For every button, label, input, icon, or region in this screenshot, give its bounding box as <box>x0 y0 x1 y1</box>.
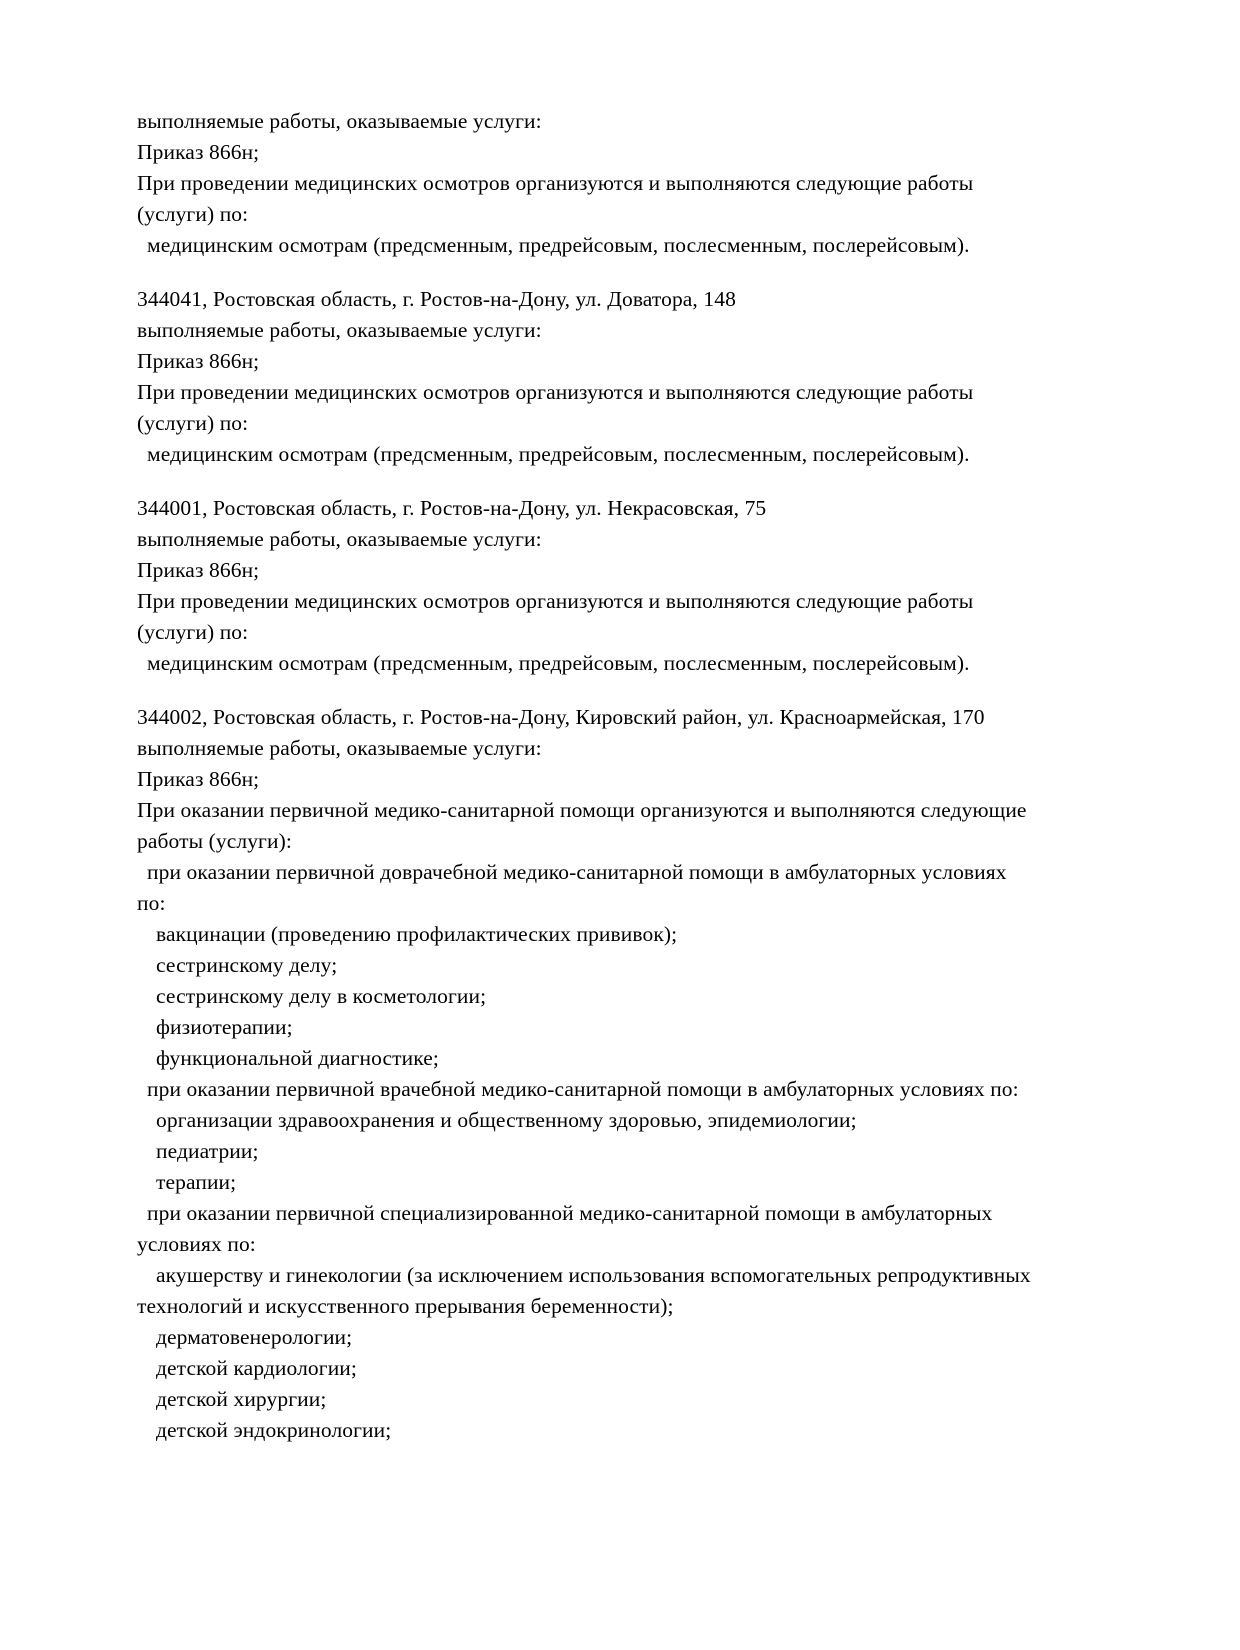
text-line: при оказании первичной врачебной медико-санитарной помощи в амбулаторных условиях по: <box>147 1077 1019 1101</box>
site-address-line: 344002, Ростовская область, г. Ростов-на-Дону, Кировский район, ул. Красноармейская, 170 <box>137 705 985 729</box>
text-line: детской эндокринологии; <box>156 1418 392 1442</box>
text-line: выполняемые работы, оказываемые услуги: <box>137 736 542 760</box>
site-address-line: 344001, Ростовская область, г. Ростов-на-Дону, ул. Некрасовская, 75 <box>137 496 767 520</box>
text-line: физиотерапии; <box>156 1015 293 1039</box>
text-line: при оказании первичной доврачебной медико-санитарной помощи в амбулаторных условиях <box>147 860 1007 884</box>
text-line: выполняемые работы, оказываемые услуги: <box>137 318 542 342</box>
text-line: организации здравоохранения и общественному здоровью, эпидемиологии; <box>156 1108 857 1132</box>
text-line: детской хирургии; <box>156 1387 327 1411</box>
text-line: акушерству и гинекологии (за исключением использования вспомогательных репродуктивных <box>156 1263 1031 1287</box>
text-line: Приказ 866н; <box>137 558 260 582</box>
text-line: сестринскому делу; <box>156 953 338 977</box>
text-line: выполняемые работы, оказываемые услуги: <box>137 527 542 551</box>
text-line: медицинским осмотрам (предсменным, предрейсовым, послесменным, послерейсовым). <box>147 651 970 675</box>
text-line: Приказ 866н; <box>137 767 260 791</box>
text-line: Приказ 866н; <box>137 140 260 164</box>
text-line: медицинским осмотрам (предсменным, предрейсовым, послесменным, послерейсовым). <box>147 233 970 257</box>
license-section-site-344041 <box>137 284 1127 470</box>
text-line: технологий и искусственного прерывания беременности); <box>137 1294 674 1318</box>
text-line: педиатрии; <box>156 1139 259 1163</box>
text-line: дерматовенерологии; <box>156 1325 353 1349</box>
text-line: функциональной диагностике; <box>156 1046 439 1070</box>
text-line: (услуги) по: <box>137 411 249 435</box>
license-section-works-continuation <box>137 106 1127 261</box>
text-line: При оказании первичной медико-санитарной помощи организуются и выполняются следующие <box>137 798 1027 822</box>
text-line: при оказании первичной специализированной медико-санитарной помощи в амбулаторных <box>147 1201 993 1225</box>
license-section-site-344001 <box>137 493 1127 679</box>
text-line: (услуги) по: <box>137 620 249 644</box>
text-line: Приказ 866н; <box>137 349 260 373</box>
text-line: сестринскому делу в косметологии; <box>156 984 487 1008</box>
text-line: При проведении медицинских осмотров организуются и выполняются следующие работы <box>137 589 974 613</box>
site-address-line: 344041, Ростовская область, г. Ростов-на-Дону, ул. Доватора, 148 <box>137 287 736 311</box>
text-line: При проведении медицинских осмотров организуются и выполняются следующие работы <box>137 380 974 404</box>
text-line: медицинским осмотрам (предсменным, предрейсовым, послесменным, послерейсовым). <box>147 442 970 466</box>
text-line: по: <box>137 891 166 915</box>
text-line: работы (услуги): <box>137 829 292 853</box>
text-line: При проведении медицинских осмотров организуются и выполняются следующие работы <box>137 171 974 195</box>
text-line: условиях по: <box>137 1232 256 1256</box>
text-line: детской кардиологии; <box>156 1356 357 1380</box>
license-section-site-344002 <box>137 702 1127 1446</box>
text-line: вакцинации (проведению профилактических прививок); <box>156 922 678 946</box>
text-line: терапии; <box>156 1170 237 1194</box>
document-content <box>137 106 1127 1446</box>
text-line: (услуги) по: <box>137 202 249 226</box>
text-line: выполняемые работы, оказываемые услуги: <box>137 109 542 133</box>
